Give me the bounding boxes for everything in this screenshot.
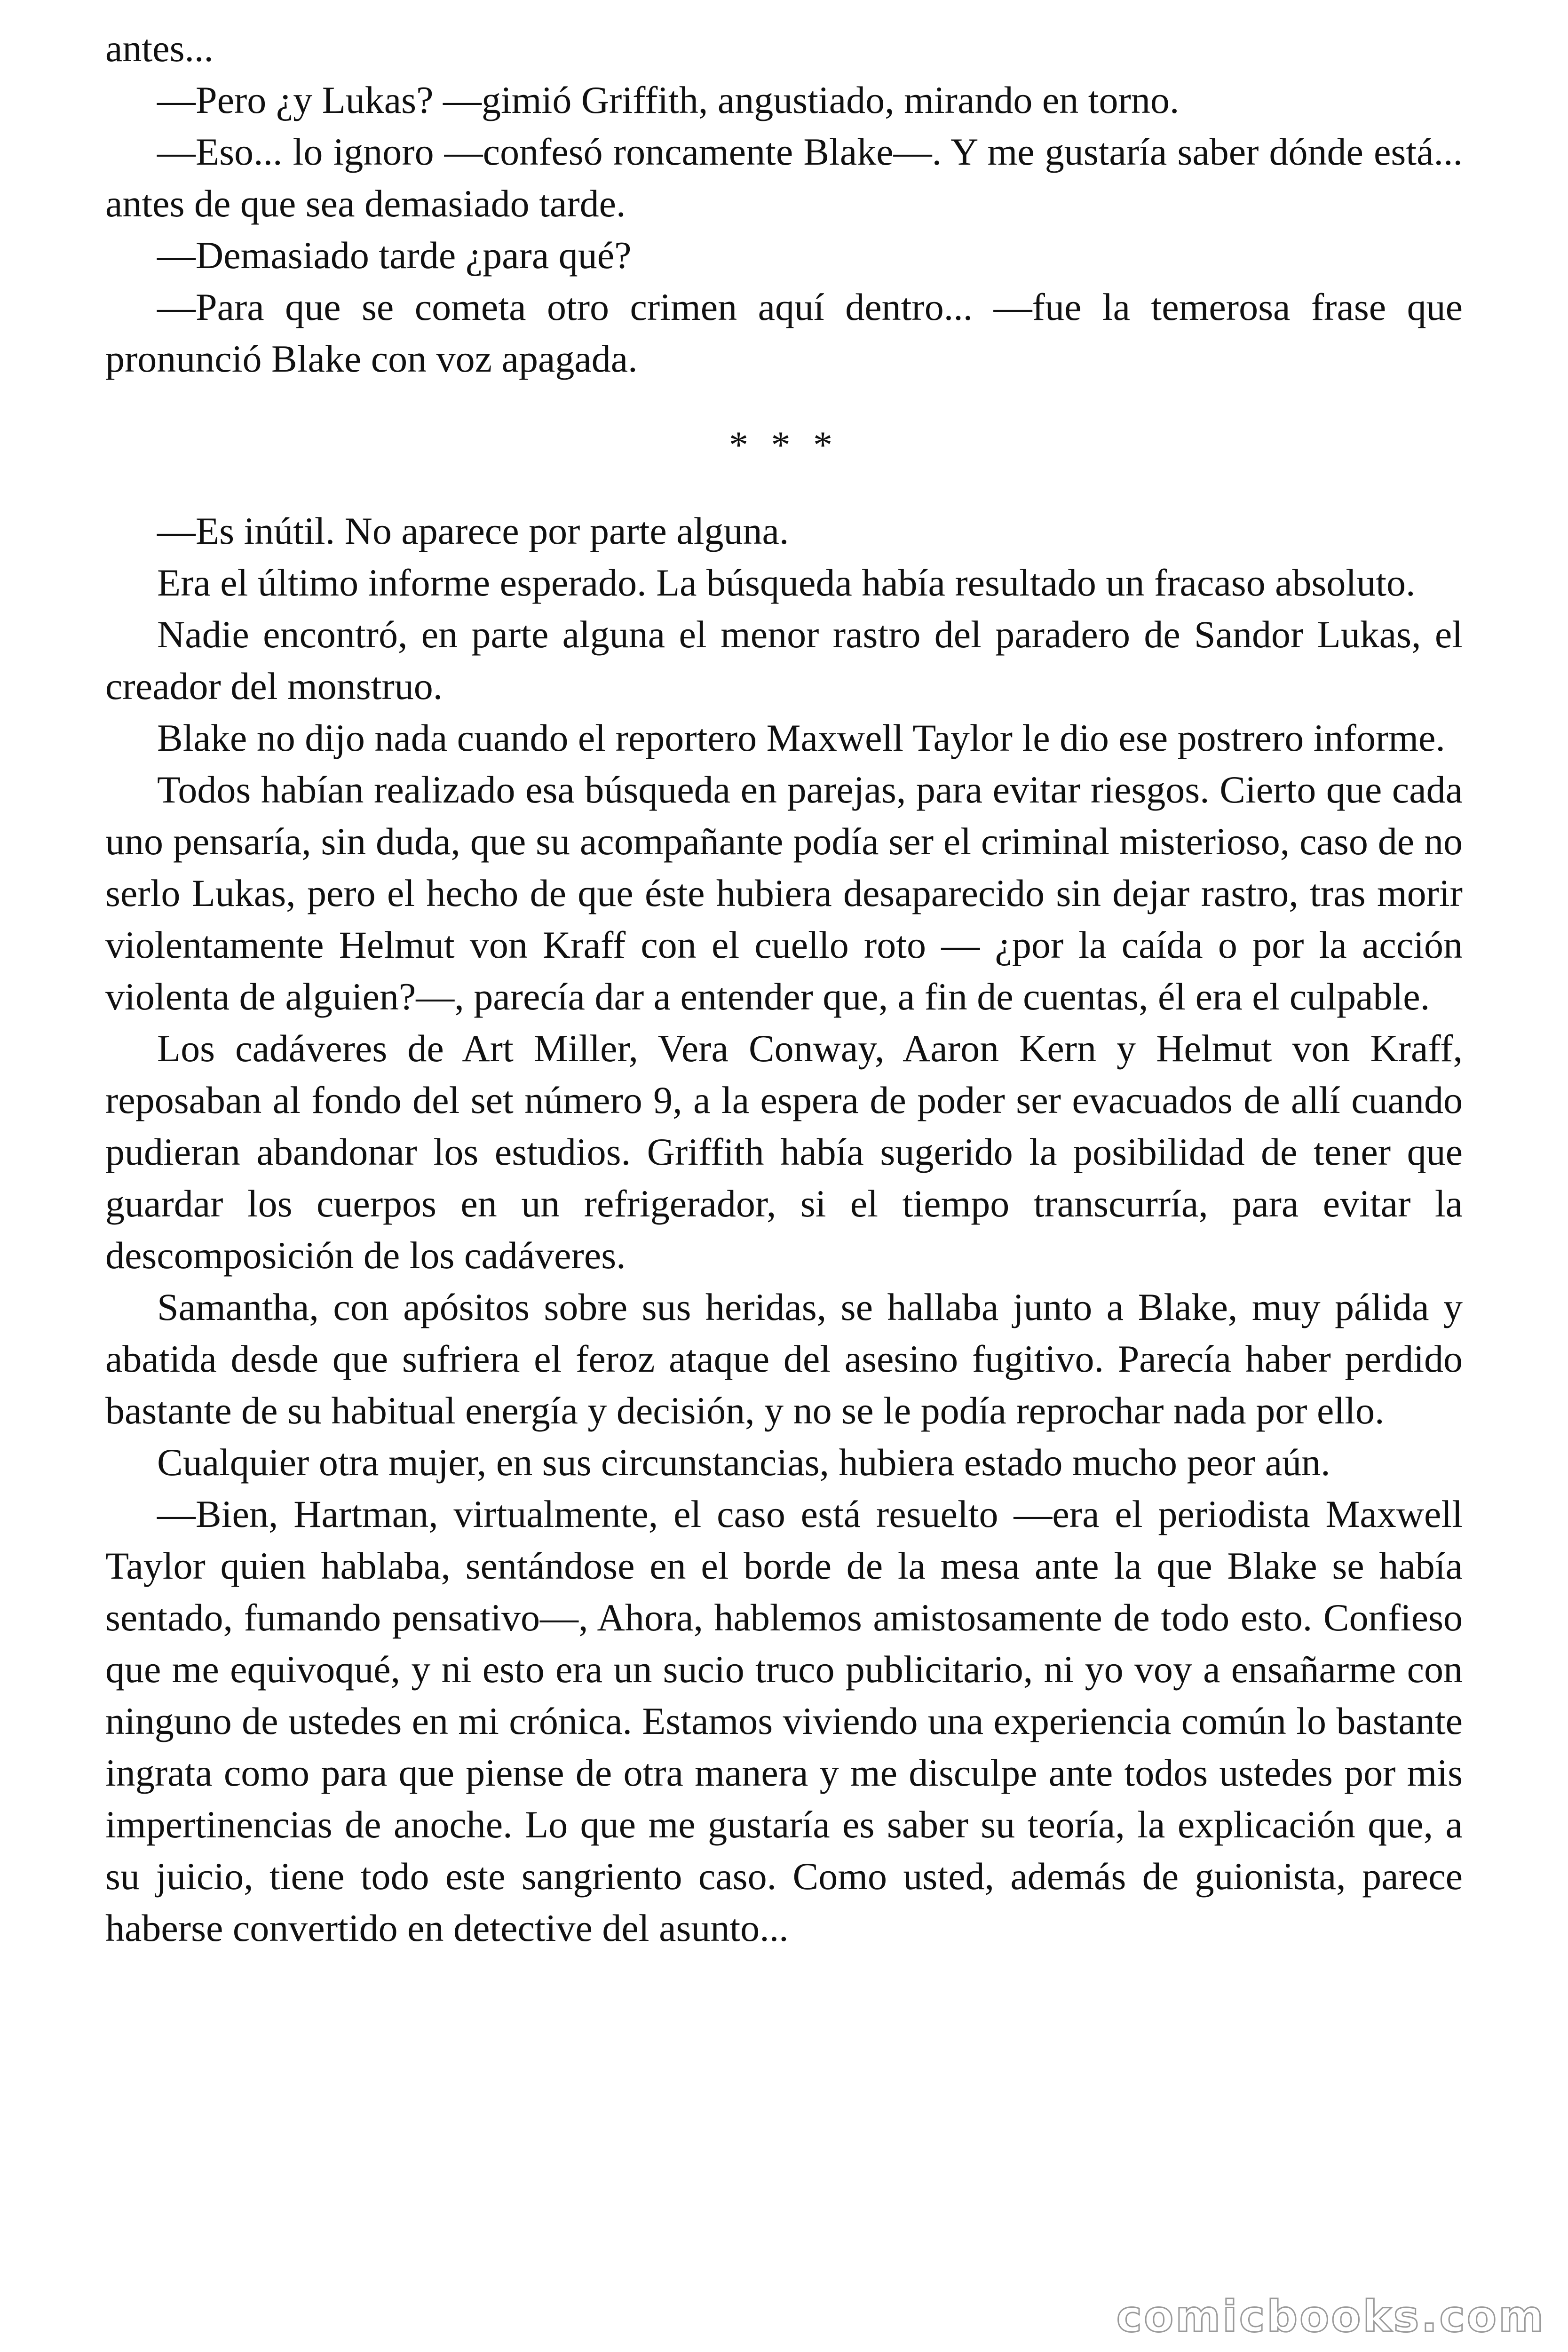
paragraph: —Bien, Hartman, virtualmente, el caso está resuelto —era el periodista Maxwell Taylor quien hablaba, sentándose en el borde de la mesa ante la que Blake se había sentado, fumando pensativo—, Ahora, hablemos amistosamente de todo esto. Confieso que me equivoqué, y ni esto era un sucio truco publicitario, ni yo voy a ensañarme con ninguno de ustedes en mi crónica. Estamos viviendo una experiencia común lo bastante ingrata como para que piense de otra manera y me disculpe ante todos ustedes por mis impertinencias de anoche. Lo que me gustaría es saber su teoría, la explicación que, a su juicio, tiene todo este sangriento caso. Como usted, además de guionista, parece haberse convertido en detective del asunto...: [105, 1493, 1463, 1949]
paragraph: Nadie encontró, en parte alguna el menor rastro del paradero de Sandor Lukas, el creador del monstruo.: [105, 613, 1463, 707]
paragraph: —Pero ¿y Lukas? —gimió Griffith, angustiado, mirando en torno.: [157, 79, 1180, 121]
paragraph: Samantha, con apósitos sobre sus heridas, se hallaba junto a Blake, muy pálida y abatida desde que sufriera el feroz ataque del asesino fugitivo. Parecía haber perdido bastante de su habitual energía y decisión, y no se le podía reprochar nada por ello.: [105, 1286, 1463, 1432]
watermark: comicbooks.com: [1116, 2291, 1545, 2342]
section-break: * * *: [729, 423, 839, 466]
paragraph: Los cadáveres de Art Miller, Vera Conway, Aaron Kern y Helmut von Kraff, reposaban al fondo del set número 9, a la espera de poder ser evacuados de allí cuando pudieran abandonar los estudios. Griffith había sugerido la posibilidad de tener que guardar los cuerpos en un refrigerador, si el tiempo transcurría, para evitar la descomposición de los cadáveres.: [105, 1027, 1463, 1277]
paragraph: —Demasiado tarde ¿para qué?: [157, 234, 632, 277]
paragraph: —Para que se cometa otro crimen aquí dentro... —fue la temerosa frase que pronunció Blake con voz apagada.: [105, 286, 1463, 380]
paragraph: Todos habían realizado esa búsqueda en parejas, para evitar riesgos. Cierto que cada uno pensaría, sin duda, que su acompañante podía ser el criminal misterioso, caso de no serlo Lukas, pero el hecho de que éste hubiera desaparecido sin dejar rastro, tras morir violentamente Helmut von Kraff con el cuello roto — ¿por la caída o por la acción violenta de alguien?—, parecía dar a entender que, a fin de cuentas, él era el culpable.: [105, 768, 1463, 1018]
book-page: [105, 23, 1463, 1954]
paragraph: Blake no dijo nada cuando el reportero Maxwell Taylor le dio ese postrero informe.: [157, 716, 1445, 759]
paragraph: —Es inútil. No aparece por parte alguna.: [157, 509, 789, 552]
paragraph: Cualquier otra mujer, en sus circunstancias, hubiera estado mucho peor aún.: [157, 1441, 1330, 1484]
paragraph-continuation: antes...: [105, 27, 214, 70]
paragraph: —Eso... lo ignoro —confesó roncamente Blake—. Y me gustaría saber dónde está... antes de que sea demasiado tarde.: [105, 130, 1463, 225]
paragraph: Era el último informe esperado. La búsqueda había resultado un fracaso absoluto.: [157, 561, 1416, 604]
